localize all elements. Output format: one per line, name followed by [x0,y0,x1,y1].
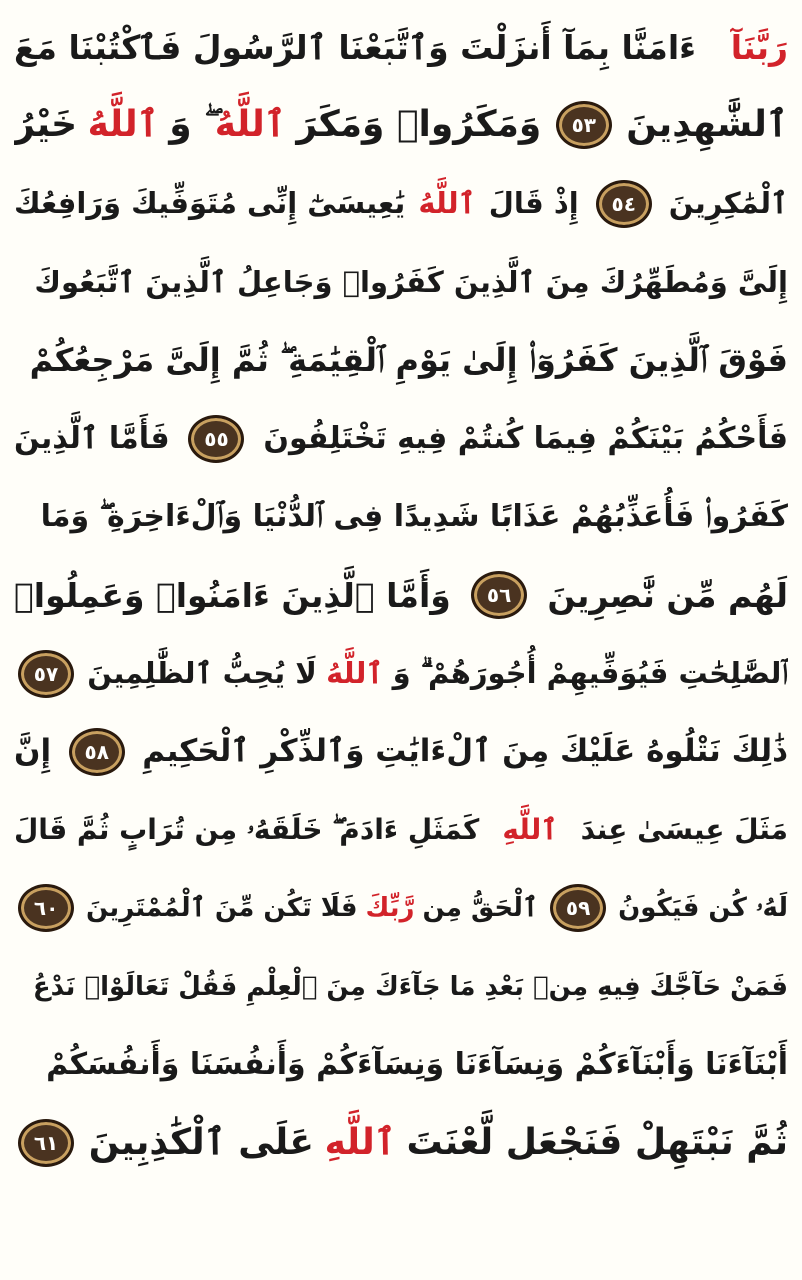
ayah-number-marker [18,1119,74,1167]
verse-line [14,321,788,399]
verse-line [14,399,788,477]
ayah-number: ٥٤ [611,191,636,216]
divine-name-text: ٱللَّهُ [418,186,476,221]
ayah-number-marker [550,884,606,932]
verse-text: إِلَىَّ وَمُطَهِّرُكَ مِنَ ٱلَّذِينَ كَفَرُوا۟ وَجَاعِلُ ٱلَّذِينَ ٱتَّبَعُوكَ [34,264,788,299]
verse-text: لَا يُحِبُّ ٱلظَّٰلِمِينَ [87,656,317,691]
verse-line [14,1026,788,1104]
verse-text: فَأَمَّا ٱلَّذِينَ [14,420,170,456]
ayah-number-marker [18,650,74,698]
verse-line [14,1104,788,1182]
verse-text: لَهُۥ كُن فَيَكُونُ [618,893,788,924]
verse-text: ٱلصَّٰلِحَٰتِ فَيُوَفِّيهِمْ أُجُورَهُمْ ۗ وَ [392,656,788,691]
verse-lines [14,8,788,1182]
verse-line [14,165,788,243]
divine-name-text: رَبَّنَآ [730,27,788,67]
verse-text: وَأَمَّا ٱلَّذِينَ ءَامَنُوا۟ وَعَمِلُوا۟ [14,575,451,615]
verse-text: وَمَكَرُوا۟ وَمَكَرَ [296,104,542,146]
verse-line [14,948,788,1026]
ayah-number-marker [188,415,244,463]
divine-name-text: رَّبِّكَ [365,893,415,924]
verse-text: لَهُم مِّن نَّٰصِرِينَ [547,575,788,615]
verse-text: إِنَّ [14,733,52,770]
verse-text: إِذْ قَالَ [488,186,579,221]
ayah-number-marker [556,101,612,149]
verse-line [14,556,788,634]
ayah-number: ٥٦ [486,583,512,608]
verse-line [14,869,788,947]
verse-line [14,478,788,556]
divine-name-text: ٱللَّهُ [214,104,286,146]
verse-line [14,634,788,712]
ayah-number: ٥٨ [84,739,109,764]
ayah-number: ٥٥ [204,426,229,451]
verse-text: فَلَا تَكُن مِّنَ ٱلْمُمْتَرِينَ [86,893,358,924]
verse-line [14,86,788,164]
ayah-number: ٦٠ [33,896,59,921]
ayah-number: ٥٩ [565,896,591,921]
verse-text: كَفَرُوا۟ فَأُعَذِّبُهُمْ عَذَابًا شَدِيدًا فِى ٱلدُّنْيَا وَٱلْءَاخِرَةِ ۖ وَمَا [40,498,788,534]
verse-line [14,791,788,869]
verse-text: ءَامَنَّا بِمَآ أَنزَلْتَ وَٱتَّبَعْنَا ٱلرَّسُولَ فَٱكْتُبْنَا مَعَ [14,27,697,67]
ayah-number-marker [69,728,125,776]
divine-name-text: ٱللَّهِ [502,813,558,847]
verse-text: يَٰعِيسَىٰٓ إِنِّى مُتَوَفِّيكَ وَرَافِعُكَ [14,186,406,221]
divine-name-text: ٱللَّهِ [324,1122,396,1164]
verse-text: خَيْرُ [14,104,78,146]
verse-text: ثُمَّ نَبْتَهِلْ فَنَجْعَل لَّعْنَتَ [406,1122,788,1164]
divine-name-text: ٱللَّهُ [326,656,384,691]
divine-name-text: ٱللَّهُ [87,104,159,146]
ayah-number-marker [18,884,74,932]
verse-text: فَوْقَ ٱلَّذِينَ كَفَرُوٓا۟ إِلَىٰ يَوْمِ ٱلْقِيَٰمَةِ ۖ ثُمَّ إِلَىَّ مَرْجِعُكُمْ [29,341,788,380]
ayah-number-marker [471,571,527,619]
verse-text: كَمَثَلِ ءَادَمَ ۖ خَلَقَهُۥ مِن تُرَابٍ ثُمَّ قَالَ [14,813,480,847]
verse-line [14,713,788,791]
verse-text: فَأَحْكُمُ بَيْنَكُمْ فِيمَا كُنتُمْ فِيهِ تَخْتَلِفُونَ [263,420,788,456]
ayah-number-marker [596,180,652,228]
verse-text: ٱلشَّٰهِدِينَ [626,104,788,146]
verse-text: ۖ وَ [169,104,205,146]
verse-text: ذَٰلِكَ نَتْلُوهُ عَلَيْكَ مِنَ ٱلْءَايَٰتِ وَٱلذِّكْرِ ٱلْحَكِيمِ [142,733,788,770]
ayah-number: ٥٣ [571,113,596,138]
ayah-number: ٦١ [33,1131,59,1156]
verse-text: مَثَلَ عِيسَىٰ عِندَ [580,813,788,847]
verse-line [14,8,788,86]
verse-line [14,243,788,321]
verse-text: ٱلْحَقُّ مِن [422,893,539,924]
verse-text: ٱلْمَٰكِرِينَ [668,186,788,221]
verse-text: أَبْنَآءَنَا وَأَبْنَآءَكُمْ وَنِسَآءَنَا وَنِسَآءَكُمْ وَأَنفُسَنَا وَأَنفُسَكُمْ [46,1047,788,1082]
verse-text: فَمَنْ حَآجَّكَ فِيهِ مِنۢ بَعْدِ مَا جَآءَكَ مِنَ ٱلْعِلْمِ فَقُلْ تَعَالَوْا۟ نَدْعُ [32,971,788,1002]
verse-text: عَلَى ٱلْكَٰذِبِينَ [88,1122,314,1164]
ayah-number: ٥٧ [33,661,59,686]
